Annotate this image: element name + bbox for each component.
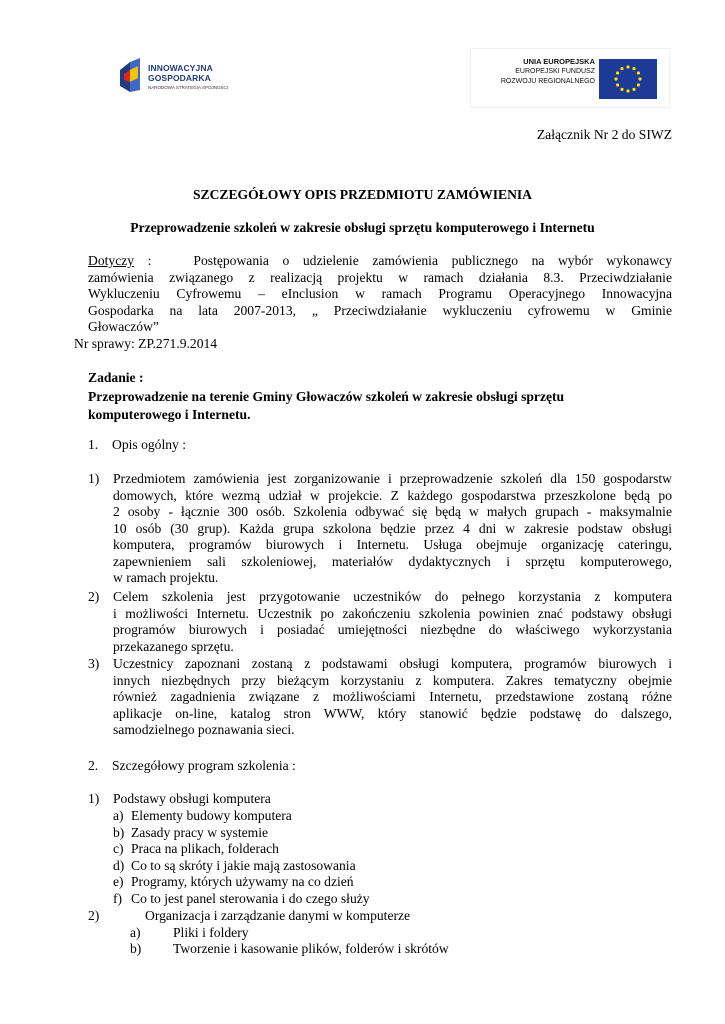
- paragraph3-line: Uczestnicy zapoznani zostaną z podstawami obsługi komputera, programów biurowych i: [113, 656, 672, 671]
- paragraph2-line: programów biurowych i posiadać umiejętności niezbędne do właściwego wykorzystania: [113, 622, 672, 637]
- paragraph1-line: 2 osoby - łącznie 300 osób. Szkolenia odbywać się będą w małych grupach - maksymalnie: [113, 504, 672, 519]
- eu-flag-icon: [599, 59, 657, 99]
- section1-number: 1.: [88, 437, 99, 452]
- section2-title: Szczegółowy program szkolenia :: [112, 758, 296, 773]
- program-item1-subitems: [113, 808, 370, 908]
- program-item1-title: Podstawy obsługi komputera: [113, 791, 271, 806]
- paragraph1-number: 1): [88, 471, 100, 486]
- paragraph2-line: przekazanego sprzętu.: [113, 638, 234, 654]
- list-item: c) Praca na plikach, folderach: [113, 841, 279, 857]
- ig-logo-line1: INNOWACYJNA: [148, 63, 213, 73]
- task-line-2: komputerowego i Internetu.: [88, 407, 251, 422]
- paragraph3-line: również zagadnienia związane z możliwościami Internetu, przedstawione zostaną różne: [113, 689, 672, 704]
- list-item: f) Co to jest panel sterowania i do czego służy: [113, 890, 370, 906]
- paragraph2: [113, 589, 672, 655]
- list-item: a) Pliki i foldery: [130, 925, 249, 940]
- innowacyjna-gospodarka-logo: [118, 56, 238, 100]
- paragraph2-line: Celem szkolenia jest przygotowanie uczestników do pełnego korzystania z komputera: [113, 589, 672, 604]
- paragraph2-line: i możliwości Internetu. Uczestnik po zakończeniu szkolenia powinien znać podstawy obsługi: [113, 605, 672, 621]
- paragraph1-line: domowych, które wezmą udział w projekcie. Z każdego gospodarstwa przeszkolone będą po: [113, 487, 672, 503]
- paragraph1-line: w ramach projektu.: [113, 570, 219, 585]
- program-item2-title: Organizacja i zarządzanie danymi w komputerze: [145, 908, 411, 923]
- paragraph3-number: 3): [88, 656, 100, 671]
- eu-logo-line2: EUROPEJSKI FUNDUSZ: [515, 68, 595, 75]
- task-label: Zadanie :: [88, 370, 144, 385]
- dotyczy-block: [88, 253, 672, 336]
- section2-number: 2.: [88, 758, 99, 773]
- list-item: d) Co to są skróty i jakie mają zastosowania: [113, 857, 356, 873]
- task-line-1: Przeprowadzenie na terenie Gminy Głowaczów szkoleń w zakresie obsługi sprzętu: [88, 389, 565, 404]
- dotyczy-line-5: Głowaczów”: [88, 319, 159, 334]
- dotyczy-line-2: zamówienia związanego z realizacją projektu w ramach działania 8.3. Przeciwdziałanie: [88, 269, 672, 285]
- program-item1-number: 1): [88, 791, 100, 806]
- paragraph1-line: 10 osób (30 grup). Każda grupa szkolona będzie przez 4 dni w zakresie podstaw obsługi: [113, 520, 672, 536]
- dotyczy-line-4: Gospodarka na lata 2007-2013, „ Przeciwdziałanie wykluczeniu cyfrowemu w Gminie: [88, 302, 672, 318]
- paragraph1-line: Przedmiotem zamówienia jest zorganizowanie i przeprowadzenie szkoleń dla 150 gospodarstw: [113, 471, 672, 486]
- ig-logo-line2: GOSPODARKA: [148, 72, 211, 83]
- case-number: Nr sprawy: ZP.271.9.2014: [74, 336, 218, 351]
- paragraph3-line: innych niezbędnych przy bieżącym korzystaniu z komputera. Zakres tematyczny obejmie: [113, 672, 672, 688]
- list-item: e) Programy, których używamy na co dzień: [113, 874, 354, 890]
- program-item2-number: 2): [88, 908, 100, 923]
- paragraph3-line: aplikacje on-line, katalog stron WWW, który stanowić będzie podstawę do dalszego,: [113, 705, 672, 721]
- ig-flag-icon: [118, 56, 142, 96]
- document-title: SZCZEGÓŁOWY OPIS PRZEDMIOTU ZAMÓWIENIA: [192, 187, 532, 202]
- dotyczy-line-3: Wykluczeniu Cyfrowemu – eInclusion w ramach Programu Operacyjnego Innowacyjna: [88, 286, 672, 301]
- paragraph3: [113, 656, 672, 739]
- annex-label: Załącznik Nr 2 do SIWZ: [536, 127, 672, 142]
- eu-logo-line3: ROZWOJU REGIONALNEGO: [500, 77, 595, 85]
- section1-title: Opis ogólny :: [112, 437, 187, 452]
- dotyczy-colon: :: [134, 253, 152, 268]
- eu-logo-line1: UNIA EUROPEJSKA: [523, 57, 595, 66]
- paragraph1-line: komputera, programów biurowych i Internetu. Usługa obejmuje organizację cateringu,: [113, 537, 672, 552]
- task-description: [88, 388, 672, 424]
- list-item: b) Tworzenie i kasowanie plików, folderów i skrótów: [130, 941, 449, 956]
- list-item: b) Zasady pracy w systemie: [113, 824, 269, 840]
- document-subtitle: Przeprowadzenie szkoleń w zakresie obsługi sprzętu komputerowego i Internetu: [130, 220, 595, 235]
- paragraph1: [113, 471, 672, 587]
- ig-logo-line3: NARODOWA STRATEGIA SPÓJNOŚCI: [148, 85, 229, 90]
- dotyczy-line-1: Postępowania o udzielenie zamówienia publicznego na wybór wykonawcy: [193, 253, 672, 268]
- paragraph2-number: 2): [88, 589, 100, 604]
- list-item: a) Elementy budowy komputera: [113, 808, 292, 823]
- paragraph1-line: zapewnieniem sali szkoleniowej, materiałów dydaktycznych i sprzętu komputerowego,: [113, 553, 672, 569]
- paragraph3-line: samodzielnego poznawania sieci.: [113, 722, 295, 737]
- eu-logo: [470, 48, 670, 108]
- dotyczy-label: Dotyczy: [88, 253, 135, 268]
